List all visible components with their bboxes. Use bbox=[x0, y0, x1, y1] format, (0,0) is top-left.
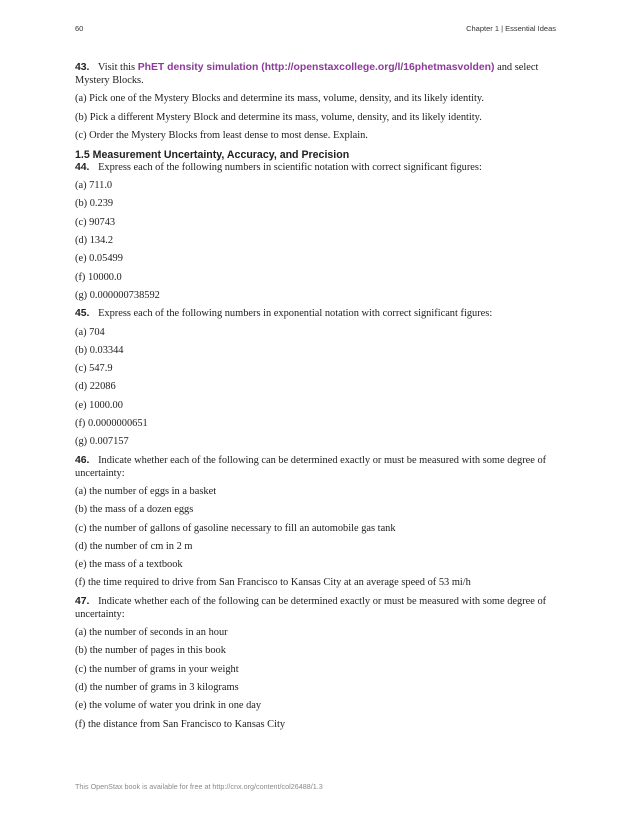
question-part: (c) Order the Mystery Blocks from least dense to most dense. Explain. bbox=[75, 129, 368, 141]
page-header bbox=[75, 24, 556, 33]
question-text: Express each of the following numbers in scientific notation with correct significant figures: bbox=[98, 161, 482, 173]
page-number: 60 bbox=[75, 24, 84, 33]
question-part: (b) the mass of a dozen eggs bbox=[75, 504, 194, 516]
question-part: (d) the number of cm in 2 m bbox=[75, 540, 193, 552]
question-part: (a) 711.0 bbox=[75, 180, 113, 192]
question-outro: and select Mystery Blocks. bbox=[75, 62, 539, 86]
question-part: (b) Pick a different Mystery Block and determine its mass, volume, density, and its likely identity. bbox=[75, 111, 482, 123]
question-part: (b) 0.239 bbox=[75, 198, 114, 210]
phet-simulation-link[interactable]: PhET density simulation (http://openstaxcollege.org/l/16phetmasvolden) bbox=[137, 62, 495, 73]
question-part: (e) 1000.00 bbox=[75, 399, 123, 411]
question-45 bbox=[75, 307, 558, 320]
question-part: (c) 90743 bbox=[75, 216, 116, 228]
question-47 bbox=[75, 595, 558, 621]
question-part: (f) 0.0000000651 bbox=[75, 418, 148, 430]
question-part: (b) 0.03344 bbox=[75, 344, 124, 356]
question-43 bbox=[75, 61, 558, 87]
question-part: (c) 547.9 bbox=[75, 363, 113, 375]
question-text: Express each of the following numbers in exponential notation with correct significant figures: bbox=[98, 308, 493, 320]
question-part: (b) the number of pages in this book bbox=[75, 645, 226, 657]
section-heading: 1.5 Measurement Uncertainty, Accuracy, and Precision bbox=[75, 148, 350, 161]
question-part: (d) 22086 bbox=[75, 381, 116, 393]
question-part: (c) the number of gallons of gasoline necessary to fill an automobile gas tank bbox=[75, 522, 396, 534]
question-text: Indicate whether each of the following can be determined exactly or must be measured with some degree of uncertainty: bbox=[75, 454, 547, 479]
question-part: (f) the time required to drive from San Francisco to Kansas City at an average speed of 53 mi/h bbox=[75, 577, 471, 589]
question-number: 46. bbox=[75, 454, 90, 466]
question-number: 47. bbox=[75, 595, 90, 607]
question-part: (d) the number of grams in 3 kilograms bbox=[75, 681, 239, 693]
question-number: 45. bbox=[75, 308, 90, 320]
question-part: (f) the distance from San Francisco to Kansas City bbox=[75, 718, 286, 730]
chapter-title: Chapter 1 | Essential Ideas bbox=[466, 24, 556, 33]
question-part: (a) the number of seconds in an hour bbox=[75, 627, 228, 639]
question-number: 43. bbox=[75, 62, 90, 73]
question-part: (g) 0.000000738592 bbox=[75, 289, 160, 301]
question-part: (d) 134.2 bbox=[75, 235, 114, 247]
question-part: (e) the volume of water you drink in one day bbox=[75, 700, 262, 712]
question-46 bbox=[75, 454, 558, 480]
page-footer: This OpenStax book is available for free at http://cnx.org/content/col26488/1.3 bbox=[75, 782, 323, 791]
question-44 bbox=[75, 161, 558, 174]
question-part: (a) Pick one of the Mystery Blocks and determine its mass, volume, density, and its likely identity. bbox=[75, 93, 485, 105]
question-number: 44. bbox=[75, 161, 90, 173]
question-part: (c) the number of grams in your weight bbox=[75, 663, 239, 675]
question-part: (e) 0.05499 bbox=[75, 253, 123, 265]
question-intro: Visit this bbox=[97, 62, 136, 73]
question-part: (f) 10000.0 bbox=[75, 271, 122, 283]
page-content bbox=[75, 61, 558, 736]
question-text: Indicate whether each of the following can be determined exactly or must be measured with some degree of uncertainty: bbox=[75, 595, 547, 620]
question-part: (a) 704 bbox=[75, 326, 105, 338]
question-part: (e) the mass of a textbook bbox=[75, 559, 183, 571]
question-part: (g) 0.007157 bbox=[75, 436, 129, 448]
question-part: (a) the number of eggs in a basket bbox=[75, 485, 217, 497]
